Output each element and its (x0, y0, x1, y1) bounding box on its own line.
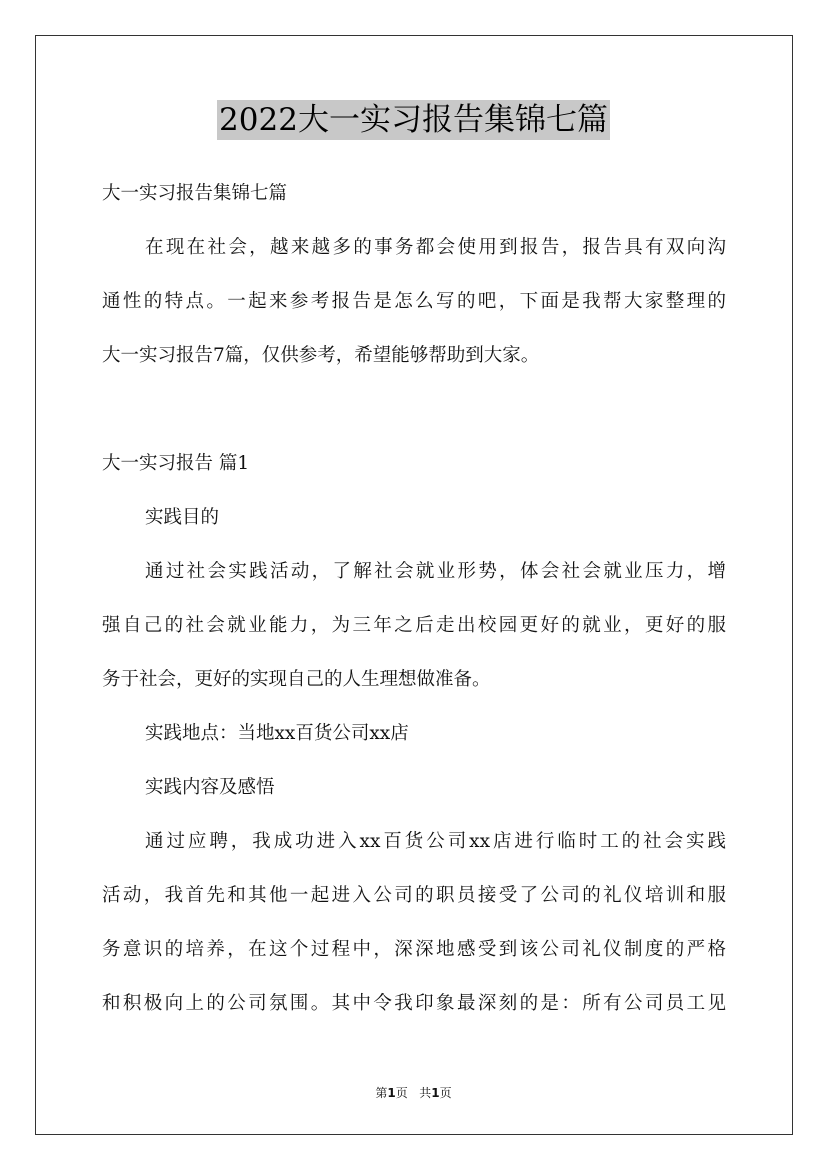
intro-line-1: 在现在社会，越来越多的事务都会使用到报告，报告具有双向沟 (145, 237, 726, 258)
location-line: 实践地点：当地xx百货公司xx店 (145, 723, 409, 744)
document-subtitle: 大一实习报告集锦七篇 (102, 183, 288, 204)
section-heading: 大一实习报告 篇1 (102, 453, 250, 474)
content-heading: 实践内容及感悟 (145, 777, 275, 798)
footer-page-prefix: 第 (375, 1086, 388, 1100)
intro-line-2: 通性的特点。一起来参考报告是怎么写的吧，下面是我帮大家整理的 (102, 291, 726, 312)
content-line-3: 务意识的培养，在这个过程中，深深地感受到该公司礼仪制度的严格 (102, 939, 726, 960)
footer-page-suffix: 页 (395, 1086, 408, 1100)
purpose-line-1: 通过社会实践活动，了解社会就业形势，体会社会就业压力，增 (145, 561, 726, 582)
content-line-2: 活动，我首先和其他一起进入公司的职员接受了公司的礼仪培训和服 (102, 885, 726, 906)
content-line-4: 和积极向上的公司氛围。其中令我印象最深刻的是：所有公司员工见 (102, 993, 726, 1014)
purpose-line-3: 务于社会，更好的实现自己的人生理想做准备。 (102, 669, 491, 690)
footer-total-prefix: 共 (419, 1086, 432, 1100)
purpose-line-2: 强自己的社会就业能力，为三年之后走出校园更好的就业，更好的服 (102, 615, 726, 636)
footer-page-number: 1 (387, 1086, 396, 1100)
footer-total-number: 1 (431, 1086, 440, 1100)
purpose-heading: 实践目的 (145, 507, 220, 528)
content-line-1: 通过应聘，我成功进入xx百货公司xx店进行临时工的社会实践 (145, 831, 726, 852)
footer-total-suffix: 页 (439, 1086, 452, 1100)
intro-line-3: 大一实习报告7篇，仅供参考，希望能够帮助到大家。 (102, 345, 540, 366)
document-title: 2022大一实习报告集锦七篇 (219, 102, 608, 138)
page-footer (0, 1085, 827, 1101)
title-container (0, 100, 827, 140)
